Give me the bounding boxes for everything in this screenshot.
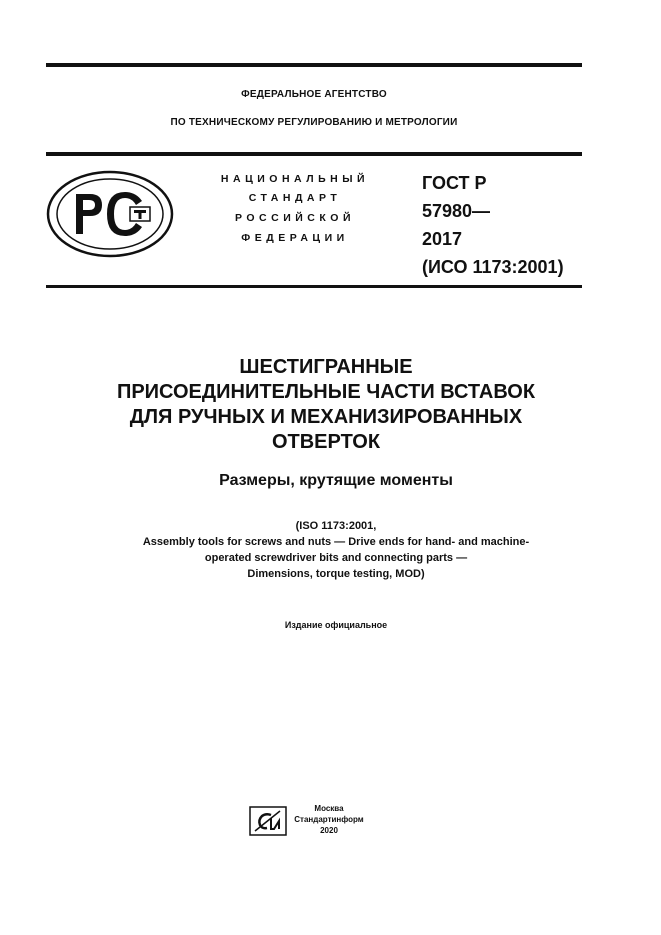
agency-line-2: ПО ТЕХНИЧЕСКОМУ РЕГУЛИРОВАНИЮ И МЕТРОЛОГИИ <box>170 117 458 128</box>
iso-reference-line-3: operated screwdriver bits and connecting parts — <box>204 552 468 564</box>
designation-line-2: 57980— <box>422 201 491 221</box>
publisher-block <box>294 803 364 836</box>
title-line-1: ШЕСТИГРАННЫЕ <box>239 356 413 378</box>
title-line-2: ПРИСОЕДИНИТЕЛЬНЫЕ ЧАСТИ ВСТАВОК <box>116 381 536 403</box>
standard-type-line-2: СТАНДАРТ <box>248 192 342 204</box>
iso-reference-line-4: Dimensions, torque testing, MOD) <box>247 568 425 580</box>
header-rule <box>46 152 582 156</box>
title-line-3: ДЛЯ РУЧНЫХ И МЕХАНИЗИРОВАННЫХ <box>129 406 523 428</box>
standard-type-line-4: ФЕДЕРАЦИИ <box>241 232 349 244</box>
designation-line-3: 2017 <box>422 229 463 249</box>
standard-type-line-3: РОССИЙСКОЙ <box>235 212 355 224</box>
top-rule <box>46 63 582 67</box>
publisher-city: Москва <box>314 804 344 813</box>
designation-rule <box>46 285 582 288</box>
standard-type-line-1: НАЦИОНАЛЬНЫЙ <box>220 173 370 185</box>
designation-line-4: (ИСО 1173:2001) <box>422 257 564 277</box>
iso-reference-line-2: Assembly tools for screws and nuts — Drive ends for hand- and machine- <box>142 536 530 548</box>
agency-line-1: ФЕДЕРАЛЬНОЕ АГЕНТСТВО <box>241 89 387 100</box>
iso-reference-line-1: (ISO 1173:2001, <box>295 520 377 532</box>
edition-label: Издание официальное <box>284 620 388 630</box>
gost-r-logo <box>46 170 174 258</box>
subtitle: Размеры, крутящие моменты <box>219 472 453 489</box>
standartinform-logo <box>249 806 287 836</box>
publisher-name: Стандартинформ <box>294 815 364 824</box>
title-line-4: ОТВЕРТОК <box>271 431 381 453</box>
designation-line-1: ГОСТ Р <box>422 173 487 193</box>
publisher-year: 2020 <box>320 826 338 835</box>
